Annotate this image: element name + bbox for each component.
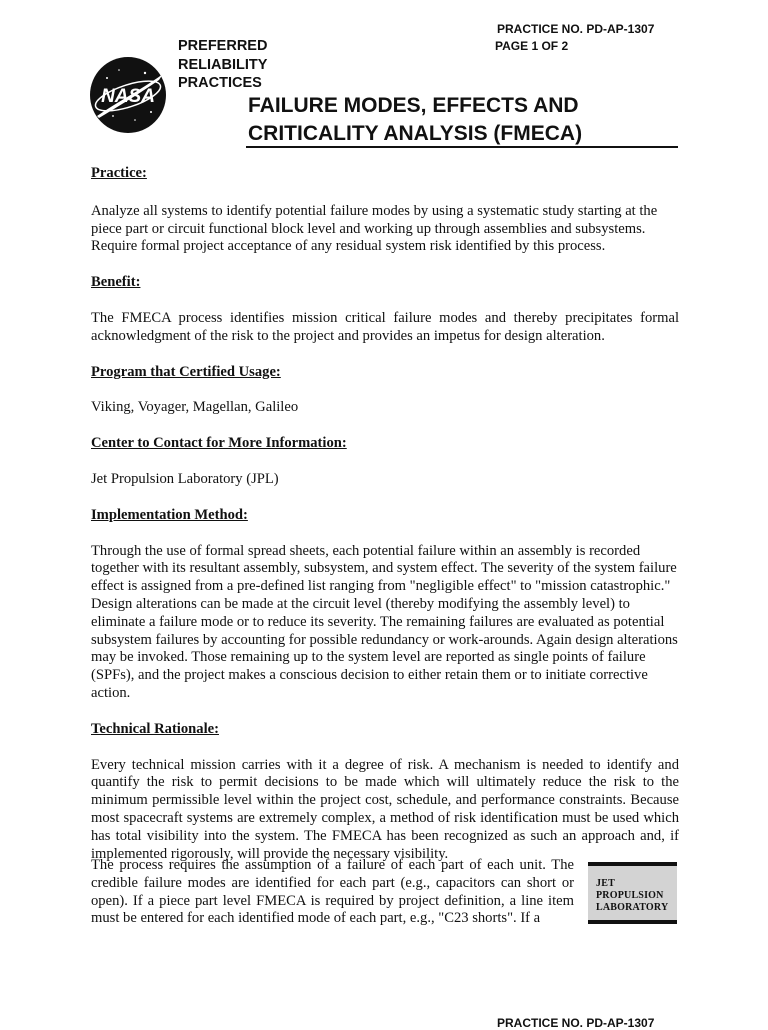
title-line-2: CRITICALITY ANALYSIS (FMECA) <box>248 122 583 145</box>
footer-practice-number: PRACTICE NO. PD-AP-1307 <box>497 1016 655 1030</box>
jpl-label-box <box>588 862 677 924</box>
heading-program: Program that Certified Usage: <box>91 363 281 380</box>
heading-rationale: Technical Rationale: <box>91 720 219 737</box>
page-indicator: PAGE 1 OF 2 <box>495 39 569 53</box>
jpl-line-3: LABORATORY <box>596 902 669 913</box>
title-underline <box>246 146 678 148</box>
practice-number: PRACTICE NO. PD-AP-1307 <box>497 22 655 36</box>
document-body <box>91 163 679 863</box>
paragraph-center: Jet Propulsion Laboratory (JPL) <box>91 470 279 487</box>
preferred-reliability-practices <box>178 37 267 93</box>
document-title <box>248 92 582 148</box>
paragraph-rationale-1: Every technical mission carries with it a degree of risk. A mechanism is needed to identify and quantify the risk to permit decisions to be made which will ultimately reduce the risk to the minimum permissible level within the project cost, schedule, and performance constraints. Because most spacecraft systems are extremely complex, a method of risk identification must be used which has total visibility into the system. The FMECA has been recognized as such an approach and, if implemented rigorously, will provide the necessary visibility. <box>91 756 679 862</box>
pref-line-3: PRACTICES <box>178 75 262 91</box>
pref-line-2: RELIABILITY <box>178 56 268 73</box>
heading-center: Center to Contact for More Information: <box>91 435 347 452</box>
jpl-label <box>596 878 668 914</box>
paragraph-benefit: The FMECA process identifies mission critical failure modes and thereby precipitates formal acknowledgment of the risk to the project and provides an impetus for design alteration. <box>91 309 679 344</box>
heading-benefit: Benefit: <box>91 274 141 291</box>
nasa-logo <box>89 56 167 134</box>
paragraph-practice: Analyze all systems to identify potential failure modes by using a systematic study starting at the piece part or circuit functional block level and working up through assemblies and subsystems. Require formal project acceptance of any residual system risk identified by this process. <box>91 202 658 255</box>
heading-implementation: Implementation Method: <box>91 506 248 523</box>
heading-practice: Practice: <box>91 165 147 181</box>
pref-line-1: PREFERRED <box>178 38 268 54</box>
jpl-line-1: JET <box>596 878 615 889</box>
logo-text: NASA <box>101 86 155 107</box>
title-line-1: FAILURE MODES, EFFECTS AND <box>248 94 579 117</box>
paragraph-program: Viking, Voyager, Magellan, Galileo <box>91 399 299 416</box>
paragraph-rationale-2: The process requires the assumption of a failure of each part of each unit. The credible failure modes are identified for each part (e.g., capacitors can short or open). If a piece part level FMECA is required by project definition, a line item must be entered for each identified mode of each part, e.g., "C23 shorts". If a <box>91 857 574 927</box>
jpl-line-2: PROPULSION <box>596 890 664 901</box>
paragraph-implementation: Through the use of formal spread sheets, each potential failure within an assembly is recorded together with its resultant assembly, subsystem, and system effect. The severity of the system failure effect is assigned from a pre-defined list ranging from "negligible effect" to "mission catastrophic." Design alterations can be made at the circuit level (thereby modifying the assembly level) to eliminate a failure mode or to reduce its severity. The remaining failures are evaluated as potential subsystem failures by accounting for possible redundancy or work-arounds. Again design alterations may be invoked. Those remaining up to the system level are reported as single points of failure (SPFs), and the project makes a conscious decision to either retain them or to initiate corrective action. <box>91 542 678 701</box>
